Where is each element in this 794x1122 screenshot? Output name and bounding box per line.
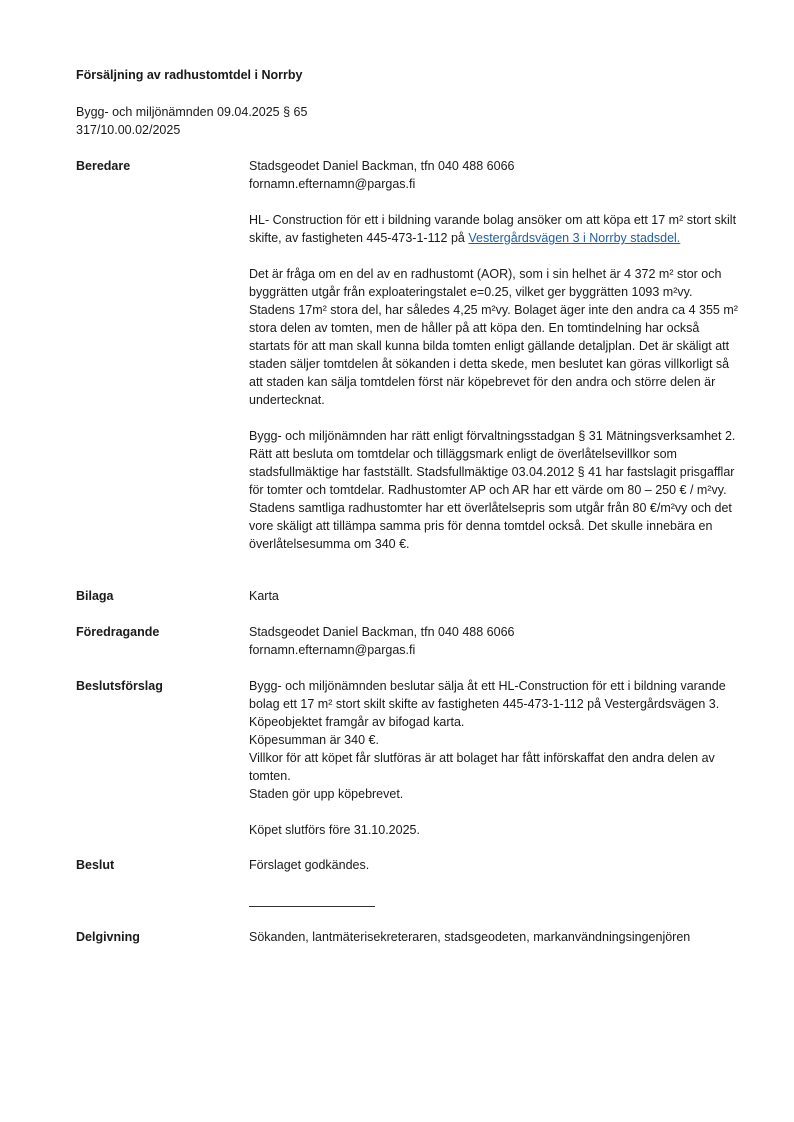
beredare-paragraph-1 bbox=[249, 211, 741, 247]
section-content-bilaga bbox=[249, 587, 741, 605]
beslutsforslag-line-5: Köpet slutförs före 31.10.2025. bbox=[249, 823, 420, 837]
section-content-beslut bbox=[249, 856, 741, 874]
section-label-beslutsforslag: Beslutsförslag bbox=[76, 679, 163, 693]
section-label-beredare: Beredare bbox=[76, 159, 131, 173]
document-title: Försäljning av radhustomtdel i Norrby bbox=[76, 68, 303, 82]
section-label-foredragande: Föredragande bbox=[76, 625, 160, 639]
section-label-bilaga: Bilaga bbox=[76, 589, 114, 603]
bilaga-value: Karta bbox=[249, 589, 279, 603]
delgivning-value: Sökanden, lantmäterisekreteraren, stadsgeodeten, markanvändningsingenjören bbox=[249, 930, 691, 944]
case-number: 317/10.00.02/2025 bbox=[76, 123, 181, 137]
foredragande-email: fornamn.efternamn@pargas.fi bbox=[249, 643, 416, 657]
beslutsforslag-line-3: Villkor för att köpet får slutföras är att bolaget har fått införskaffat den andra delen av tomten. bbox=[249, 751, 715, 783]
section-content-delgivning bbox=[249, 928, 741, 946]
beslut-value: Förslaget godkändes. bbox=[249, 858, 370, 872]
document-meta bbox=[76, 103, 307, 139]
section-label-beslut: Beslut bbox=[76, 858, 115, 872]
beslutsforslag-line-4: Staden gör upp köpebrevet. bbox=[249, 787, 404, 801]
foredragande-name-line: Stadsgeodet Daniel Backman, tfn 040 488 6066 bbox=[249, 625, 515, 639]
beredare-paragraph-1-text: HL- Construction för ett i bildning varande bolag ansöker om att köpa ett 17 m² stort skilt skifte, av fastigheten 445-473-1-112 på bbox=[249, 213, 737, 245]
beslutsforslag-line-2: Köpesumman är 340 €. bbox=[249, 733, 379, 747]
address-link[interactable]: Vestergårdsvägen 3 i Norrby stadsdel. bbox=[468, 231, 681, 245]
section-content-beredare bbox=[249, 157, 741, 553]
beredare-paragraph-3: Bygg- och miljönämnden har rätt enligt förvaltningsstadgan § 31 Mätningsverksamhet 2. Rätt att besluta om tomtdelar och tilläggsmark enligt de överlåtelsevillkor som stadsfullmäktige har fastställt. Stadsfullmäktige 03.04.2012 § 41 har fastslagit prisgafflar för tomter och tomtdelar. Radhustomter AP och AR har ett värde om 80 – 250 € / m²vy. Stadens samtliga radhustomter har ett överlåtelsepris som utgår från 80 €/m²vy och det vore skäligt att tillämpa samma pris för denna tomtdel också. Det skulle innebära en överlåtelsesumma om 340 €. bbox=[249, 429, 736, 551]
section-content-foredragande bbox=[249, 623, 741, 659]
meeting-reference: Bygg- och miljönämnden 09.04.2025 § 65 bbox=[76, 105, 308, 119]
beredare-name-line: Stadsgeodet Daniel Backman, tfn 040 488 6066 bbox=[249, 159, 515, 173]
signature-divider bbox=[249, 906, 375, 907]
beslutsforslag-line-1: Bygg- och miljönämnden beslutar sälja åt ett HL-Construction för ett i bildning varande bolag ett 17 m² stort skilt skifte av fastigheten 445-473-1-112 på Vestergårdsvägen 3. Köpeobjektet framgår av bifogad karta. bbox=[249, 679, 726, 729]
beredare-email: fornamn.efternamn@pargas.fi bbox=[249, 177, 416, 191]
beredare-paragraph-2: Det är fråga om en del av en radhustomt (AOR), som i sin helhet är 4 372 m² stor och byggrätten utgår från exploateringstalet e=0.25, vilket ger byggrätten 1093 m²vy. Stadens 17m² stora del, har således 4,25 m²vy. Bolaget äger inte den andra ca 4 355 m² stora delen av tomten, men de håller på att köpa den. En tomtindelning har också startats för att man skall kunna bilda tomten enligt gällande detaljplan. Det är skäligt att staden säljer tomtdelen åt sökanden i detta skede, men beslutet kan göras villkorligt så att staden kan sälja tomtdelen först när köpebrevet för den andra och större delen är undertecknat. bbox=[249, 267, 738, 407]
section-content-beslutsforslag bbox=[249, 677, 741, 839]
section-label-delgivning: Delgivning bbox=[76, 930, 140, 944]
